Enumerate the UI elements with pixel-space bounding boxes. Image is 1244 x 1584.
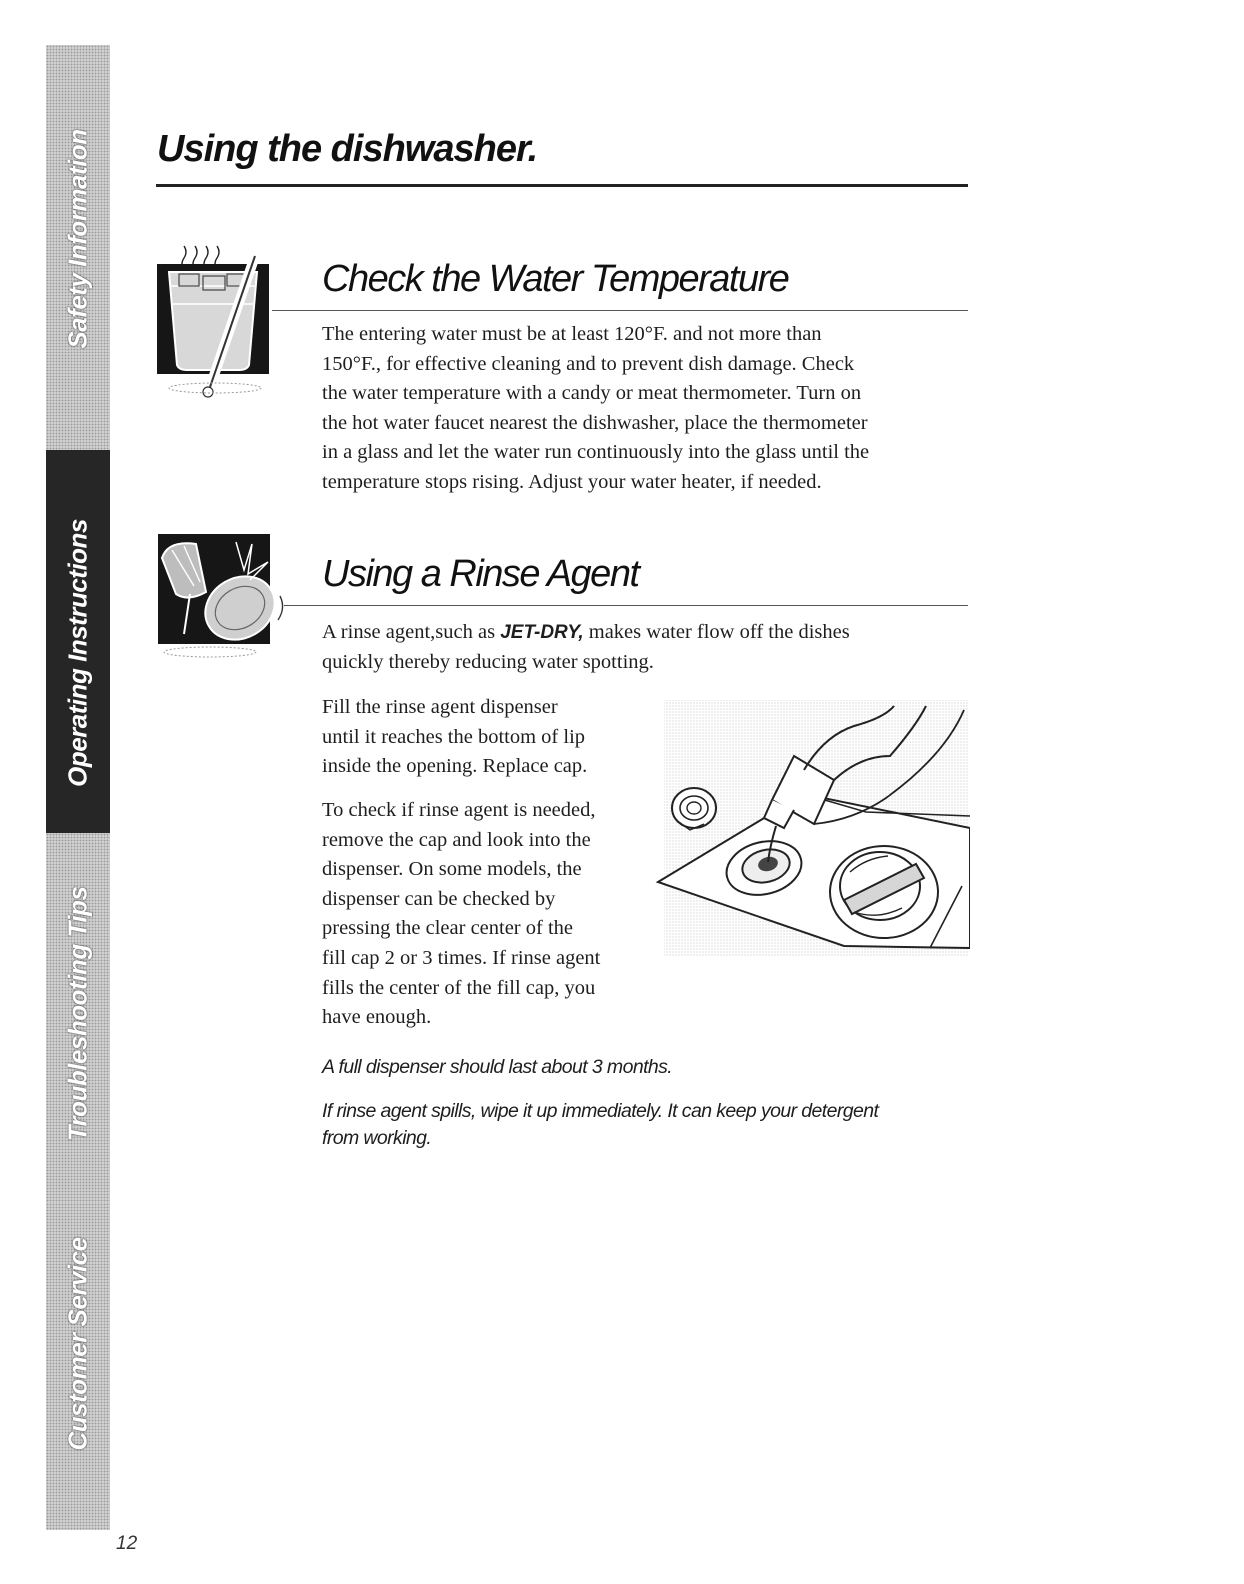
rinse-dispenser-illustration <box>654 696 970 960</box>
rinse-agent-intro <box>322 618 850 677</box>
note-line: A full dispenser should last about 3 months. <box>322 1056 673 1078</box>
check-instructions-line: dispenser. On some models, the <box>322 858 582 881</box>
water-temperature-line: The entering water must be at least 120°F. and not more than <box>322 323 822 345</box>
check-instructions <box>322 796 600 1033</box>
section-tabs <box>46 45 110 1530</box>
check-instructions-line: remove the cap and look into the <box>322 828 591 851</box>
fill-instructions-line: inside the opening. Replace cap. <box>322 755 588 778</box>
fill-instructions-line: until it reaches the bottom of lip <box>322 725 586 748</box>
rinse-agent-divider <box>284 605 968 606</box>
tab-operating-instructions[interactable] <box>46 450 110 835</box>
tab-customer-service-label: Customer Service <box>62 1237 93 1451</box>
note-line: If rinse agent spills, wipe it up immediately. It can keep your detergent <box>322 1100 879 1122</box>
tab-safety-information-label: Safety Information <box>62 129 93 350</box>
water-temperature-line: 150°F., for effective cleaning and to prevent dish damage. Check <box>322 352 855 375</box>
fill-instructions-line: Fill the rinse agent dispenser <box>322 696 558 718</box>
check-instructions-line: have enough. <box>322 1006 432 1029</box>
water-temperature-text <box>322 320 869 498</box>
check-instructions-line: fills the center of the fill cap, you <box>322 976 596 999</box>
jet-dry-brand: JET-DRY, <box>500 622 584 643</box>
check-instructions-line: fill cap 2 or 3 times. If rinse agent <box>322 946 601 969</box>
fill-instructions <box>322 693 587 782</box>
tab-troubleshooting-tips-label: Troubleshooting Tips <box>62 886 93 1142</box>
note-line: from working. <box>322 1127 432 1149</box>
check-instructions-line: pressing the clear center of the <box>322 917 574 940</box>
tab-troubleshooting-tips[interactable] <box>46 833 110 1205</box>
water-temperature-line: the water temperature with a candy or meat thermometer. Turn on <box>322 382 862 405</box>
sparkling-glass-icon <box>148 522 288 672</box>
check-instructions-line: To check if rinse agent is needed, <box>322 799 596 821</box>
water-temperature-line: in a glass and let the water run continuously into the glass until the <box>322 441 870 464</box>
title-divider <box>156 184 968 187</box>
rinse-agent-intro-text: makes water flow off the dishes <box>588 621 850 643</box>
thermometer-glass-icon <box>157 240 281 400</box>
note-spill-warning <box>322 1098 878 1152</box>
check-instructions-line: dispenser can be checked by <box>322 887 556 910</box>
page-number: 12 <box>116 1533 138 1554</box>
tab-operating-instructions-label: Operating Instructions <box>62 519 93 787</box>
water-temperature-divider <box>272 310 968 311</box>
rinse-agent-intro-text: A rinse agent,such as <box>322 621 496 643</box>
tab-customer-service[interactable] <box>46 1203 110 1530</box>
note-dispenser-duration <box>322 1054 672 1081</box>
water-temperature-line: temperature stops rising. Adjust your water heater, if needed. <box>322 470 822 493</box>
rinse-agent-heading: Using a Rinse Agent <box>322 553 639 595</box>
tab-safety-information[interactable] <box>46 45 110 452</box>
page-title: Using the dishwasher. <box>157 128 538 170</box>
rinse-agent-intro-text: quickly thereby reducing water spotting. <box>322 650 654 673</box>
water-temperature-heading: Check the Water Temperature <box>322 258 789 300</box>
water-temperature-line: the hot water faucet nearest the dishwasher, place the thermometer <box>322 411 868 434</box>
